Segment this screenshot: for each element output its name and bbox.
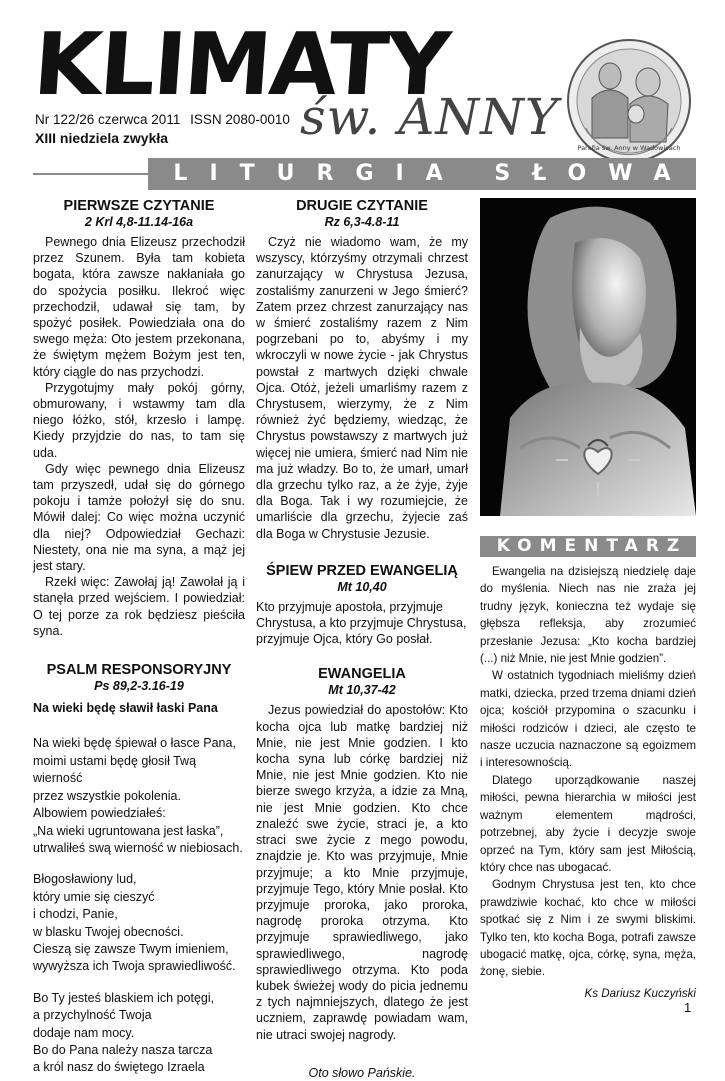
- psalm-line: Bo Ty jesteś blaskiem ich potęgi,: [33, 990, 215, 1005]
- psalm-line: Bo do Pana należy nasza tarcza: [33, 1042, 213, 1057]
- psalm-ref: Ps 89,2-3.16-19: [94, 679, 184, 694]
- acclamation-title: ŚPIEW PRZED EWANGELIĄ: [266, 562, 458, 579]
- psalm-line: a król nasz do świętego Izraela: [33, 1060, 205, 1075]
- jesus-statue-icon: [480, 198, 696, 516]
- issue-number: Nr 122/26 czerwca 2011: [35, 112, 181, 127]
- issue-line: [35, 112, 296, 127]
- first-reading-paragraph: Pewnego dnia Elizeusz przechodził przez Szunem. Była tam kobieta bogata, która zawsze nakłaniała go do spożycia posiłku. Ilekroć więc przechodził, udawał się tam, by spożyć posiłek. Powiedziała ona do swego męża: Oto jestem przekonana, że świętym mężem Bożym jest ten, który ciągle do nas przychodzi.: [33, 235, 245, 379]
- masthead-title: KLIMATY: [30, 15, 452, 115]
- psalm-line: przez wszystkie pokolenia.: [33, 788, 181, 803]
- psalm-line: Cieszą się zawsze Twym imieniem,: [33, 941, 229, 956]
- psalm-line: „Na wieki ugruntowana jest łaska”,: [33, 823, 224, 838]
- column-middle: [256, 197, 468, 1081]
- second-reading-text: Czyż nie wiadomo wam, że my wszyscy, którzyśmy otrzymali chrzest zanurzający w Chrystusa Jezusa, zostaliśmy zanurzeni w Jego śmierć? Zatem przez chrzest zanurzający nas w śmierć zostaliśmy razem z Nim pogrzebani po to, abyśmy i my wkroczyli w nowe życie - jak Chrystus powstał z martwych dzięki chwale Ojca. Otóż, jeżeli umarliśmy razem z Chrystusem, wierzymy, że z Nim również żyć będziemy, wiedząc, że Chrystus powstawszy z martwych już więcej nie umiera, śmierć nad Nim nie ma już władzy. Bo to, że umarł, umarł dla grzechu tylko raz, a że żyje, żyje dla Boga. Tak i wy rozumiejcie, że umarliście dla grzechu, żyjecie zaś dla Boga w Chrystusie Jezusie.: [256, 235, 468, 541]
- gospel-ref: Mt 10,37-42: [328, 683, 396, 698]
- second-reading-ref: Rz 6,3-4.8-11: [324, 215, 400, 229]
- jesus-statue-image: [480, 198, 696, 516]
- psalm-line: wywyższa ich Twoja sprawiedliwość.: [33, 959, 236, 974]
- psalm-text: [33, 700, 245, 1077]
- first-reading-paragraph: Gdy więc pewnego dnia Elizeusz tam przyszedł, udał się do górnego pokoju i tamże położył się do snu. Mówił dalej: Co więc można uczynić dla niej? Odpowiedział Gechazi: Niestety, ona nie ma syna, a mąż jej jest stary.: [33, 461, 245, 574]
- commentary-title: KOMENTARZ: [480, 536, 696, 557]
- commentary-paragraph: Godnym Chrystusa jest ten, kto chce prawdziwie kochać, kto chce w miłości spotkać się z Nim i ze swymi bliskimi. Tylko ten, kto kocha Boga, potrafi zawsze ubogacić matkę, ojca, córkę, syna, męża, żonę, siebie.: [480, 878, 696, 979]
- psalm-line: który umie się cieszyć: [33, 889, 155, 904]
- gospel-title: EWANGELIA: [318, 666, 406, 683]
- parish-emblem-icon: [566, 38, 692, 164]
- liturgia-banner: LITURGIA SŁOWA: [148, 158, 696, 190]
- gospel-text: Jezus powiedział do apostołów: Kto kocha ojca lub matkę bardziej niż Mnie, nie jest Mnie godzien. I kto kocha syna lub córkę bardziej niż Mnie, nie jest Mnie godzien. Kto nie bierze swego krzyża, a idzie za Mną, nie jest Mnie godzien. Kto chce znaleźć swe życie, straci je, a kto straci swe życie z mego powodu, znajdzie je. Kto was przyjmuje, Mnie przyjmuje; a kto Mnie przyjmuje, przyjmuje Tego, który Mnie posłał. Kto przyjmuje proroka, jako proroka, nagrodę proroka otrzyma. Kto przyjmuje sprawiedliwego, jako sprawiedliwego, nagrodę sprawiedliwego otrzyma. Kto poda kubek świeżej wody do picia jednemu z tych najmniejszych, dlatego że jest uczniem, zaprawdę powiadam wam, nie utraci swojej nagrody.: [256, 703, 468, 1042]
- gospel-closing: Oto słowo Pańskie.: [308, 1065, 416, 1080]
- commentary-paragraph: W ostatnich tygodniach mieliśmy dzień matki, dziecka, przed trzema dniami dzień ojca; kościół przypomina o szacunku i miłości rodziców i dzieci, ale często te nasze uczucia naznaczone są egoizmem i interesownością.: [480, 669, 696, 770]
- first-reading-paragraph: Rzekł więc: Zawołaj ją! Zawołał ją i stanęła przed wejściem. I powiedział: O tej porze za rok będziesz pieściła syna.: [33, 575, 245, 638]
- psalm-line: w blasku Twojej obecności.: [33, 924, 184, 939]
- issn: ISSN 2080-0010: [190, 112, 290, 127]
- commentary-column: [480, 536, 696, 1002]
- psalm-response: Na wieki będę sławił łaski Pana: [33, 701, 218, 716]
- masthead-subtitle: św. ANNY: [300, 88, 559, 146]
- psalm-line: a przychylność Twoja: [33, 1008, 152, 1023]
- psalm-line: utrwaliłeś swą wierność w niebiosach.: [33, 840, 243, 855]
- acclamation-ref: Mt 10,40: [337, 579, 387, 594]
- psalm-line: Albowiem powiedziałeś:: [33, 806, 166, 821]
- page-number: 1: [684, 1000, 692, 1015]
- first-reading-paragraph: Przygotujmy mały pokój górny, obmurowany, i wstawmy tam dla niego łóżko, stół, krzesło i lampę. Kiedy przyjdzie do nas, to tam się uda.: [33, 380, 245, 460]
- liturgical-day: XIII niedziela zwykła: [35, 130, 169, 146]
- psalm-line: i chodzi, Panie,: [33, 907, 118, 922]
- commentary-author: Ks Dariusz Kuczyński: [584, 986, 696, 1000]
- acclamation-text: Kto przyjmuje apostoła, przyjmuje Chrystusa, a kto przyjmuje Chrystusa, przyjmuje Ojca, który Go posłał.: [256, 599, 467, 647]
- psalm-line: moimi ustami będę głosił Twą wierność: [33, 753, 197, 786]
- first-reading-title: PIERWSZE CZYTANIE: [63, 198, 215, 214]
- first-reading-ref: 2 Krl 4,8-11.14-16a: [84, 215, 194, 229]
- psalm-line: Na wieki będę śpiewał o łasce Pana,: [33, 736, 236, 751]
- emblem-text: Parafia św. Anny w Wadowicach: [577, 144, 681, 152]
- masthead: [0, 0, 725, 150]
- psalm-line: dodaje nam mocy.: [33, 1025, 135, 1040]
- psalm-title: PSALM RESPONSORYJNY: [46, 662, 232, 679]
- commentary-paragraph: Dlatego uporządkowanie naszej miłości, pewna hierarchia w miłości jest ważnym elementem mądrości, potrzebnej, aby życie i decyzje swoje oprzeć na Tym, który sam jest Miłością, który chce nas ubogacać.: [480, 773, 696, 874]
- second-reading-title: DRUGIE CZYTANIE: [296, 198, 428, 214]
- banner-rule: [33, 173, 148, 175]
- commentary-paragraph: Ewangelia na dzisiejszą niedzielę daje do myślenia. Niech nas nie zraża jej trudny język, konieczna też wydaje się głębsza refleksja, aby zrozumieć przesłanie Jezusa: „Kto kocha bardziej (...) niż Mnie, nie jest Mnie godzien”.: [480, 565, 696, 666]
- psalm-line: Błogosławiony lud,: [33, 872, 137, 887]
- column-left: [33, 197, 245, 1077]
